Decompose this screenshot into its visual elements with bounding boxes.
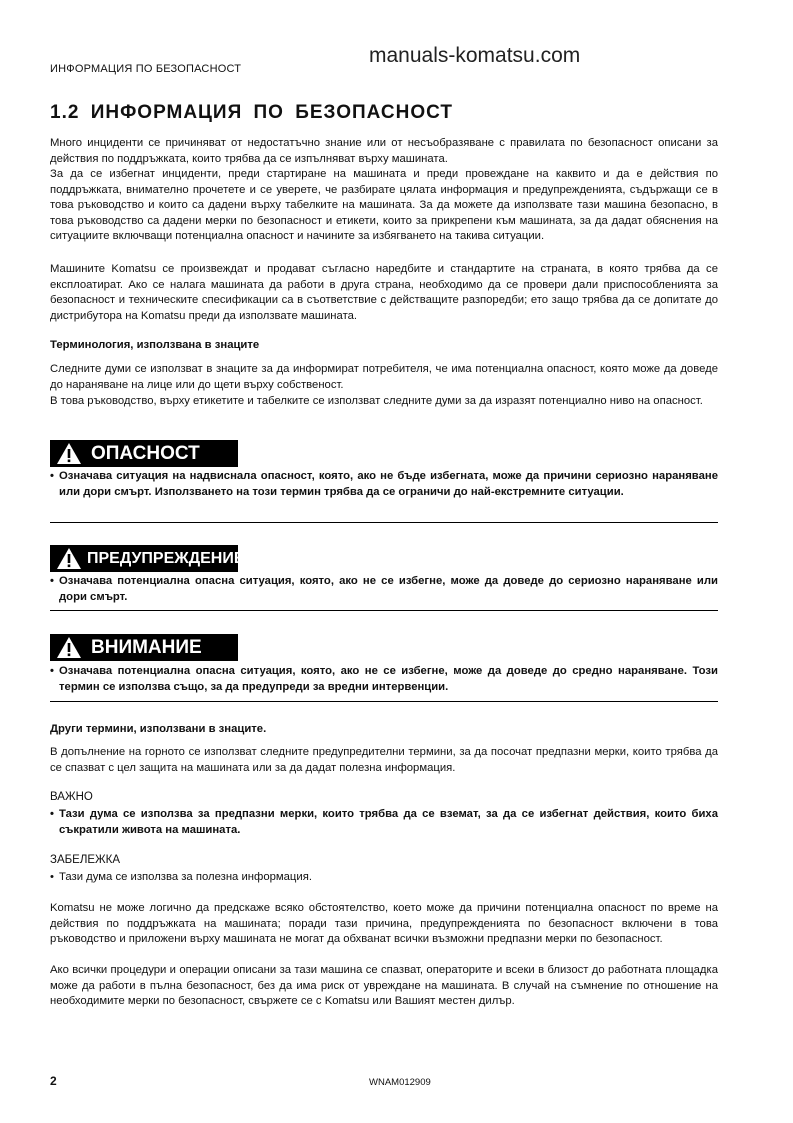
- note-description: [50, 870, 718, 886]
- running-header: ИНФОРМАЦИЯ ПО БЕЗОПАСНОСТ: [50, 63, 242, 75]
- warning-text: Означава потенциална опасна ситуация, която, ако не се избегне, може да доведе до сериозно нараняване или дори смърт.: [59, 575, 718, 603]
- watermark: manuals-komatsu.com: [369, 44, 581, 67]
- bullet-dot: •: [50, 470, 54, 482]
- bullet-dot: •: [50, 665, 54, 677]
- warning-triangle-icon: [56, 547, 82, 570]
- divider: [50, 610, 718, 611]
- divider: [50, 522, 718, 523]
- note-text: Тази дума се използва за полезна информация.: [59, 871, 312, 883]
- danger-description: [50, 469, 718, 500]
- danger-label: ОПАСНОСТ: [91, 442, 200, 464]
- terminology-paragraph-1: Следните думи се използват в знаците за да информират потребителя, че има потенциална опасност, която може да доведе до нараняване на лице или до щети върху собственост.: [50, 363, 718, 391]
- section-title: 1.2 ИНФОРМАЦИЯ ПО БЕЗОПАСНОСТ: [50, 102, 453, 123]
- caution-banner: [50, 634, 238, 661]
- intro-paragraph-3: Машините Komatsu се произвеждат и продават съгласно наредбите и стандартите на страната, в която трябва да се експлоатират. Ако се налага машината да работи в друга страна, необходимо да се провери дали приспособленията за безопасност и техническите спесификации са в съответствие с действащите разпоредби; ето защо трябва да се допитате до дистрибутора на Komatsu преди да използвате машината.: [50, 263, 718, 322]
- caution-text: Означава потенциална опасна ситуация, която, ако не се избегне, може да доведе до средно нараняване. Този термин се използва също, за да предупреди за вредни интервенции.: [59, 665, 718, 693]
- important-title: ВАЖНО: [50, 791, 93, 803]
- caution-description: [50, 664, 718, 695]
- important-description: [50, 807, 718, 838]
- warning-triangle-icon: [56, 442, 82, 465]
- page-number: 2: [50, 1074, 57, 1088]
- danger-banner: [50, 440, 238, 467]
- intro-paragraph-1: Много инциденти се причиняват от недостатъчно знание или от несъобразяване с правилата по безопасност описани за действия по поддръжката, които трябва да се изпълняват върху машината.: [50, 137, 718, 165]
- terminology-heading: Терминология, използвана в знаците: [50, 339, 260, 351]
- other-terms-heading: Други термини, използвани в знаците.: [50, 723, 267, 735]
- document-code: WNAM012909: [369, 1077, 431, 1088]
- warning-description: [50, 574, 718, 605]
- divider: [50, 701, 718, 702]
- closing-paragraph-1: Komatsu не може логично да предскаже всяко обстоятелство, което може да причини потенциална опасност по време на действия по поддръжката на машината; поради тази причина, предупрежденията по безопасност включени в това ръководство и приложени върху машината не могат да обхванат всички възможни предпазни мерки по безопасност.: [50, 902, 718, 946]
- note-title: ЗАБЕЛЕЖКА: [50, 854, 121, 866]
- bullet-dot: •: [50, 575, 54, 587]
- warning-triangle-icon: [56, 636, 82, 659]
- warning-label: ПРЕДУПРЕЖДЕНИЕ: [87, 549, 245, 567]
- important-text: Тази дума се използва за предпазни мерки, които трябва да се вземат, за да се избегнат действия, които биха съкратили живота на машината.: [59, 808, 718, 836]
- other-terms-paragraph: В допълнение на горното се използват следните предупредителни термини, за да посочат предпазни мерки, които трябва да се спазват с цел защита на машината или за да дадат полезна информация.: [50, 746, 718, 774]
- terminology-paragraph-2: В това ръководство, върху етикетите и табелките се използват следните думи за да изразят потенциално ниво на опасност.: [50, 395, 703, 407]
- danger-text: Означава ситуация на надвиснала опасност, която, ако не бъде избегната, може да причини сериозно нараняване или дори смърт. Използването на този термин трябва да се ограничи до най-екстремните ситуации.: [59, 470, 718, 498]
- closing-paragraph-2: Ако всички процедури и операции описани за тази машина се спазват, операторите и всеки в близост до работната площадка може да работи в пълна безопасност, без да има риск от увреждане на машината. В случай на съмнение по отношение на необходимите мерки по безопасност, свържете се с Komatsu или Вашият местен дилър.: [50, 964, 718, 1008]
- intro-paragraph-2: За да се избегнат инциденти, преди стартиране на машината и преди провеждане на каквито и да е действия по поддръжката, внимателно прочетете и се уверете, че разбирате цялата информация и предупрежденията, съдържащи се в това ръководство и които са дадени върху табелките на машината. За да можете да използвате тази машина безопасно, в това ръководство са дадени мерки по безопасност и етикети, които за прикрепени към машината, за да дадат обяснения на ситуациите включващи потенциална опасност и начините за избягването на такива ситуации.: [50, 168, 718, 243]
- bullet-dot: •: [50, 808, 54, 820]
- bullet-dot: •: [50, 871, 54, 883]
- warning-banner: [50, 545, 245, 572]
- caution-label: ВНИМАНИЕ: [91, 636, 202, 658]
